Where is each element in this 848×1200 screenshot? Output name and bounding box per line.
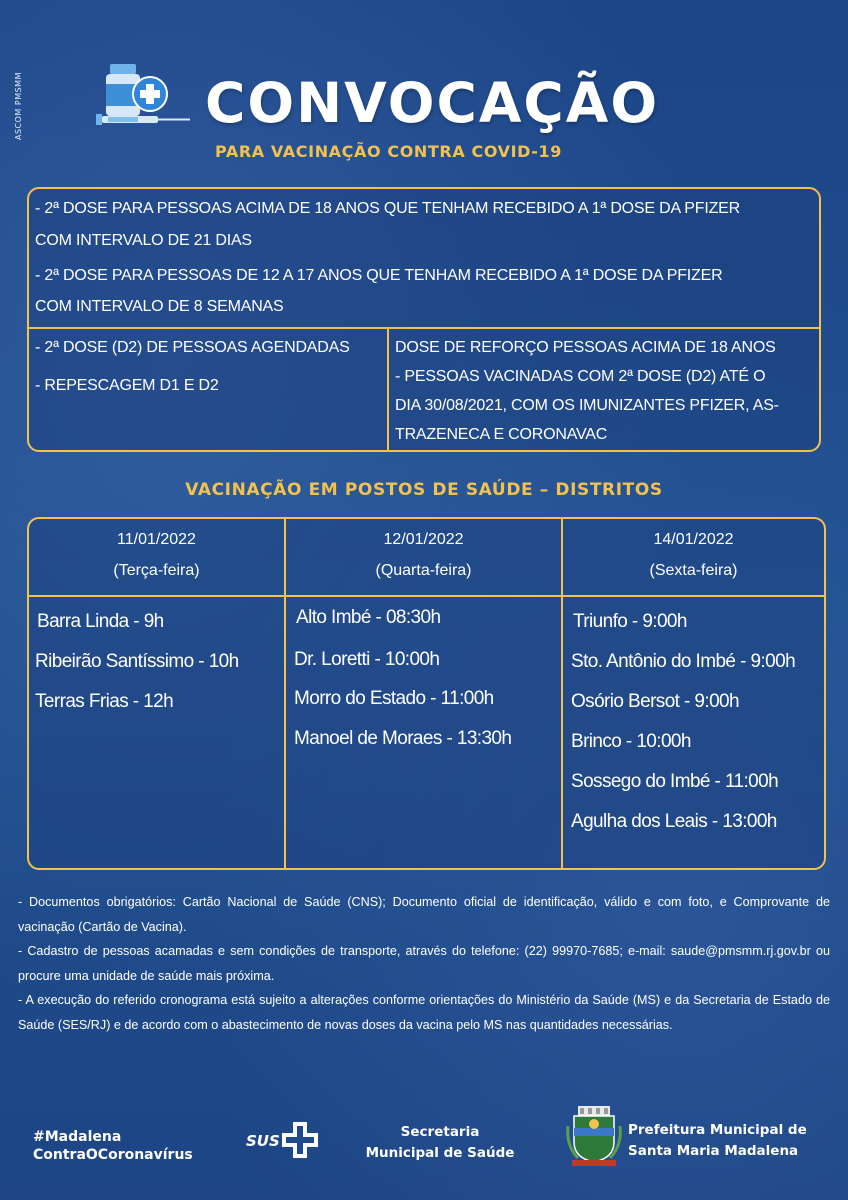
eligibility-right-cell [389, 327, 819, 450]
notes [18, 890, 830, 1037]
schedule-place: Manoel de Moraes - 13:30h [294, 728, 512, 749]
schedule-weekday: (Terça-feira) [113, 562, 200, 579]
schedule-column-header [29, 519, 284, 597]
schedule-place: Ribeirão Santíssimo - 10h [35, 651, 239, 672]
eligibility-line: COM INTERVALO DE 8 SEMANAS [35, 298, 284, 315]
schedule-place: Sto. Antônio do Imbé - 9:00h [571, 651, 796, 672]
schedule-place: Triunfo - 9:00h [573, 611, 687, 632]
note-paragraph: - Documentos obrigatórios: Cartão Nacional de Saúde (CNS); Documento oficial de identificação, válido e com foto, e Comprovante de vacinação (Cartão de Vacina). [18, 895, 830, 934]
schedule-date: 14/01/2022 [653, 531, 734, 548]
schedule-table [27, 517, 826, 870]
eligibility-line: - PESSOAS VACINADAS COM 2ª DOSE (D2) ATÉ O [395, 368, 766, 385]
schedule-date: 12/01/2022 [383, 531, 464, 548]
schedule-column [29, 519, 286, 868]
schedule-weekday: (Quarta-feira) [375, 562, 472, 579]
secretaria-line: Municipal de Saúde [365, 1145, 515, 1161]
eligibility-line: DIA 30/08/2021, COM OS IMUNIZANTES PFIZER, AS- [395, 397, 779, 414]
schedule-date: 11/01/2022 [117, 531, 196, 548]
schedule-title: VACINAÇÃO EM POSTOS DE SAÚDE – DISTRITOS [185, 480, 663, 500]
side-credit: ASCOM PMSMM [14, 72, 23, 140]
schedule-column-header [286, 519, 561, 597]
vaccine-vial-icon [94, 62, 194, 132]
eligibility-left-cell [29, 327, 389, 450]
schedule-place: Brinco - 10:00h [571, 731, 691, 752]
schedule-weekday: (Sexta-feira) [649, 562, 738, 579]
schedule-place: Dr. Loretti - 10:00h [294, 649, 440, 670]
sus-cross-icon [280, 1120, 320, 1160]
schedule-place: Barra Linda - 9h [37, 611, 164, 632]
schedule-column [563, 519, 824, 868]
eligibility-line: DOSE DE REFORÇO PESSOAS ACIMA DE 18 ANOS [395, 339, 776, 356]
schedule-place: Sossego do Imbé - 11:00h [571, 771, 779, 792]
eligibility-line: TRAZENECA E CORONAVAC [395, 426, 608, 443]
prefeitura-line: Prefeitura Municipal de [628, 1122, 807, 1138]
secretaria-line: Secretaria [400, 1124, 480, 1140]
hashtag-line: #Madalena [33, 1129, 122, 1145]
eligibility-box [27, 187, 821, 452]
schedule-column-header [563, 519, 824, 597]
sus-label: SUS [246, 1132, 280, 1150]
eligibility-line: - 2ª DOSE (D2) DE PESSOAS AGENDADAS [35, 339, 350, 356]
campaign-hashtag [33, 1128, 233, 1164]
secretaria-label [355, 1122, 525, 1164]
coat-of-arms-icon [566, 1106, 622, 1168]
prefeitura-line: Santa Maria Madalena [628, 1143, 799, 1159]
schedule-place: Osório Bersot - 9:00h [571, 691, 739, 712]
sus-logo [246, 1120, 324, 1164]
eligibility-line: COM INTERVALO DE 21 DIAS [35, 232, 252, 249]
schedule-place: Alto Imbé - 08:30h [296, 607, 441, 628]
eligibility-top [29, 189, 819, 329]
schedule-column-body [563, 597, 824, 868]
eligibility-line: - 2ª DOSE PARA PESSOAS ACIMA DE 18 ANOS QUE TENHAM RECEBIDO A 1ª DOSE DA PFIZER [35, 200, 740, 217]
schedule-column-body [29, 597, 284, 868]
schedule-column [286, 519, 563, 868]
note-paragraph: - Cadastro de pessoas acamadas e sem condições de transporte, através do telefone: (22) 99970-7685; e-mail: saude@pmsmm.rj.gov.br ou procure uma unidade de saúde mais próxima. [18, 944, 830, 983]
schedule-place: Morro do Estado - 11:00h [294, 688, 494, 709]
page-title: CONVOCAÇÃO [205, 71, 660, 135]
note-paragraph: - A execução do referido cronograma está sujeito a alterações conforme orientações do Ministério da Saúde (MS) e da Secretaria de Estado de Saúde (SES/RJ) e de acordo com o abastecimento de novas doses da vacina pelo MS nas quantidades necessárias. [18, 993, 830, 1032]
eligibility-line: - 2ª DOSE PARA PESSOAS DE 12 A 17 ANOS QUE TENHAM RECEBIDO A 1ª DOSE DA PFIZER [35, 267, 723, 284]
schedule-place: Terras Frias - 12h [35, 691, 174, 712]
page-subtitle: PARA VACINAÇÃO CONTRA COVID-19 [215, 142, 563, 161]
prefeitura-label [628, 1120, 828, 1162]
eligibility-line: - REPESCAGEM D1 E D2 [35, 377, 219, 394]
schedule-column-body [286, 597, 561, 868]
hashtag-line: ContraOCoronavírus [33, 1147, 193, 1163]
schedule-place: Agulha dos Leais - 13:00h [571, 811, 777, 832]
